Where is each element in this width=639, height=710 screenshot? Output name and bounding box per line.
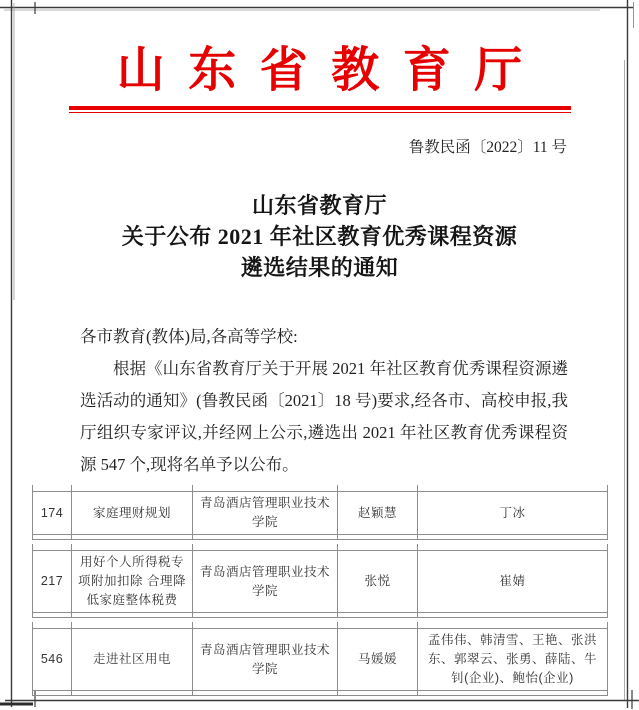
table-fragment-3 <box>32 622 608 696</box>
cell-serial: 174 <box>32 492 72 534</box>
results-table <box>32 485 608 696</box>
row-sliver <box>32 485 608 491</box>
cell-team: 丁冰 <box>418 492 608 534</box>
cell-school: 青岛酒店管理职业技术学院 <box>193 551 338 612</box>
row-sliver <box>32 613 608 618</box>
document-number: 鲁教民函〔2022〕11 号 <box>408 139 567 156</box>
cell-speaker: 赵颖慧 <box>338 492 418 534</box>
salutation: 各市教育(教体)局,各高等学校: <box>80 327 298 346</box>
document-body <box>80 321 568 481</box>
cell-course: 家庭理财规划 <box>72 492 193 534</box>
cell-serial: 546 <box>32 629 72 690</box>
row-sliver <box>32 535 608 540</box>
document-title <box>0 190 639 283</box>
title-line-2: 关于公布 2021 年社区教育优秀课程资源 <box>121 224 518 249</box>
cell-team: 崔婧 <box>418 551 608 612</box>
table-row <box>32 491 608 535</box>
cell-speaker: 马媛媛 <box>338 629 418 690</box>
letterhead-divider <box>69 106 571 113</box>
cell-speaker: 张悦 <box>338 551 418 612</box>
cell-school: 青岛酒店管理职业技术学院 <box>193 492 338 534</box>
table-row <box>32 628 608 691</box>
agency-letterhead: 山 东 省 教 育 厅 <box>116 44 529 97</box>
table-fragment-2 <box>32 544 608 618</box>
table-fragment-1 <box>32 485 608 540</box>
row-sliver <box>32 544 608 550</box>
title-line-1: 山东省教育厅 <box>251 193 387 218</box>
table-row <box>32 550 608 613</box>
cell-school: 青岛酒店管理职业技术学院 <box>193 629 338 690</box>
cell-course: 走进社区用电 <box>72 629 193 690</box>
row-sliver <box>32 691 608 696</box>
cell-team: 孟伟伟、韩清雪、王艳、张洪东、郭翠云、张勇、薛陆、牛钊(企业)、鲍怡(企业) <box>418 629 608 690</box>
cell-serial: 217 <box>32 551 72 612</box>
title-line-3: 遴选结果的通知 <box>240 255 399 280</box>
cell-course: 用好个人所得税专项附加扣除 合理降低家庭整体税费 <box>72 551 193 612</box>
row-sliver <box>32 622 608 628</box>
body-paragraph: 根据《山东省教育厅关于开展 2021 年社区教育优秀课程资源遴选活动的通知》(鲁教民函〔2021〕18 号)要求,经各市、高校申报,我厅组织专家评议,并经网上公示,遴选出 2021 年社区教育优秀课程资源 547 个,现将名单予以公布。 <box>80 359 568 474</box>
